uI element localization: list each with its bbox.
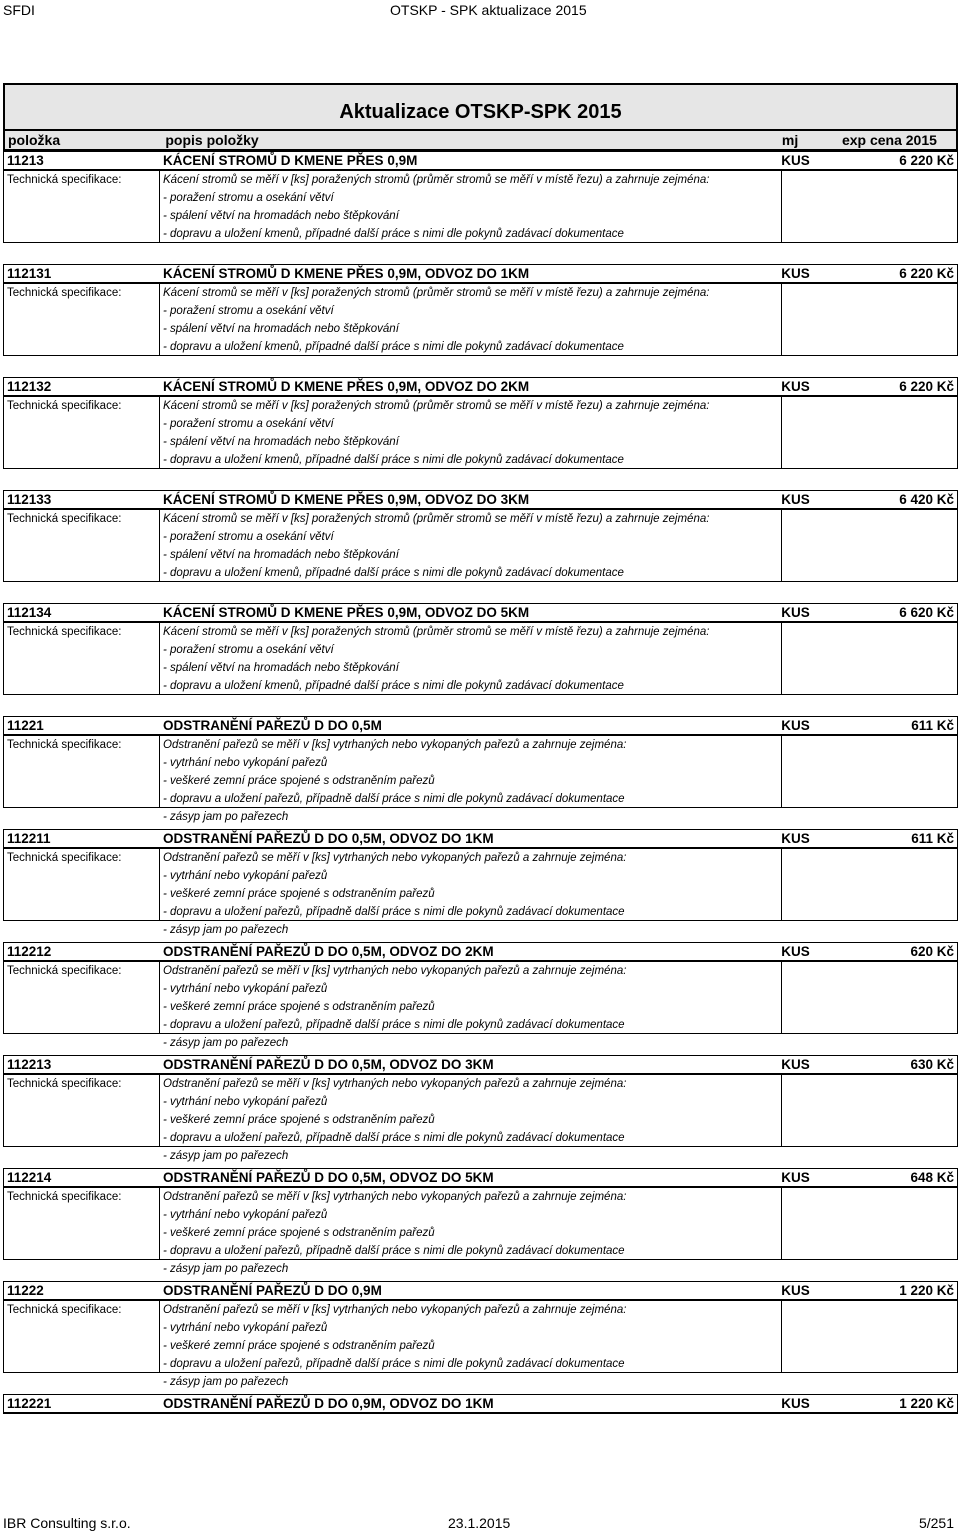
item-block [3,942,958,1055]
spec-text [159,510,782,581]
item-code: 112134 [7,605,52,620]
spec-line: - dopravu a uložení pařezů, případně další práce s nimi dle pokynů zadávací dokumentace [163,1019,625,1031]
item-block [3,716,958,829]
spec-label: Technická specifikace: [7,287,122,299]
item-spec [3,736,958,823]
spec-line: - poražení stromu a osekání větví [163,192,334,204]
item-unit: KUS [781,1170,810,1185]
item-code: 11222 [7,1283,44,1298]
spec-empty-cell [782,397,957,468]
spec-line: - vytrhání nebo vykopání pařezů [163,1209,328,1221]
spec-text [159,1188,782,1275]
spec-line: Odstranění pařezů se měří v [ks] vytrhaných nebo vykopaných pařezů a zahrnuje zejména: [163,965,627,977]
item-code: 112133 [7,492,52,507]
spec-text [159,1301,782,1388]
spec-line: - veškeré zemní práce spojené s odstraněním pařezů [163,1227,435,1239]
spec-label: Technická specifikace: [7,1191,122,1203]
column-header-desc: popis položky [165,132,259,148]
item-name: KÁCENÍ STROMŮ D KMENE PŘES 0,9M [163,153,418,168]
item-row [3,151,958,171]
item-code: 11221 [7,718,44,733]
spec-line: Odstranění pařezů se měří v [ks] vytrhaných nebo vykopaných pařezů a zahrnuje zejména: [163,1078,627,1090]
item-list [3,151,958,1414]
spec-line: - poražení stromu a osekání větví [163,418,334,430]
column-header-unit: mj [781,132,799,148]
item-unit: KUS [781,492,810,507]
column-header-price: exp cena 2015 [841,132,937,148]
item-name: KÁCENÍ STROMŮ D KMENE PŘES 0,9M, ODVOZ DO 1KM [163,266,530,281]
spec-line: - vytrhání nebo vykopání pařezů [163,757,328,769]
spec-line: - veškeré zemní práce spojené s odstraněním pařezů [163,1340,435,1352]
spec-line: - dopravu a uložení kmenů, případné další práce s nimi dle pokynů zadávací dokumentace [163,228,624,240]
item-unit: KUS [781,379,810,394]
item-code: 112213 [7,1057,52,1072]
spec-empty-cell [782,1075,957,1146]
item-unit: KUS [781,605,810,620]
spec-line: - dopravu a uložení pařezů, případně další práce s nimi dle pokynů zadávací dokumentace [163,1132,625,1144]
item-unit: KUS [781,831,810,846]
spec-line: - veškeré zemní práce spojené s odstraněním pařezů [163,888,435,900]
item-name: ODSTRANĚNÍ PAŘEZŮ D DO 0,5M, ODVOZ DO 1KM [163,831,494,846]
item-row [3,490,958,510]
spec-line: Odstranění pařezů se měří v [ks] vytrhaných nebo vykopaných pařezů a zahrnuje zejména: [163,739,627,751]
item-block [3,1394,958,1414]
item-price: 630 Kč [910,1057,954,1072]
spec-empty-cell [782,849,957,920]
spec-line: - zásyp jam po pařezech [163,1037,289,1049]
column-header-code: položka [8,132,61,148]
spec-line: - dopravu a uložení kmenů, případné další práce s nimi dle pokynů zadávací dokumentace [163,567,624,579]
item-row [3,603,958,623]
item-spec [3,849,958,936]
spec-text [159,1075,782,1162]
item-spec [3,962,958,1049]
item-name: ODSTRANĚNÍ PAŘEZŮ D DO 0,5M, ODVOZ DO 2KM [163,944,494,959]
spec-line: - dopravu a uložení kmenů, případné další práce s nimi dle pokynů zadávací dokumentace [163,680,624,692]
item-row [3,716,958,736]
page-header-title: OTSKP - SPK aktualizace 2015 [390,2,587,18]
item-name: ODSTRANĚNÍ PAŘEZŮ D DO 0,5M [163,718,382,733]
item-unit: KUS [781,1283,810,1298]
spec-line: - zásyp jam po pařezech [163,1263,289,1275]
spec-line: - zásyp jam po pařezech [163,1150,289,1162]
item-unit: KUS [781,153,810,168]
item-spec [3,1188,958,1275]
spec-empty-cell [782,736,957,807]
item-row [3,829,958,849]
spec-label: Technická specifikace: [7,1304,122,1316]
row-spacer [3,356,958,377]
item-block [3,377,958,490]
spec-label: Technická specifikace: [7,174,122,186]
item-name: ODSTRANĚNÍ PAŘEZŮ D DO 0,9M [163,1283,382,1298]
item-row [3,264,958,284]
spec-line: - vytrhání nebo vykopání pařezů [163,1322,328,1334]
item-block [3,151,958,264]
item-unit: KUS [781,1396,810,1411]
spec-line: - poražení stromu a osekání větví [163,305,334,317]
price-list-sheet [3,83,958,1414]
item-name: ODSTRANĚNÍ PAŘEZŮ D DO 0,9M, ODVOZ DO 1KM [163,1396,494,1411]
spec-line: - veškeré zemní práce spojené s odstraněním pařezů [163,775,435,787]
item-row [3,1394,958,1414]
item-code: 112131 [7,266,52,281]
item-name: KÁCENÍ STROMŮ D KMENE PŘES 0,9M, ODVOZ DO 3KM [163,492,530,507]
spec-text [159,736,782,823]
spec-empty-cell [782,1301,957,1372]
item-price: 1 220 Kč [899,1283,954,1298]
spec-line: - poražení stromu a osekání větví [163,644,334,656]
item-row [3,377,958,397]
item-spec [3,623,958,695]
spec-text [159,849,782,936]
spec-empty-cell [782,510,957,581]
spec-empty-cell [782,962,957,1033]
item-unit: KUS [781,1057,810,1072]
spec-empty-cell [782,284,957,355]
spec-line: - spálení větví na hromadách nebo štěpkování [163,210,399,222]
item-price: 620 Kč [910,944,954,959]
spec-line: Kácení stromů se měří v [ks] poražených stromů (průměr stromů se měří v místě řezu) a zahrnuje zejména: [163,174,710,186]
spec-text [159,284,782,355]
item-price: 6 220 Kč [899,379,954,394]
item-price: 6 220 Kč [899,153,954,168]
spec-line: - spálení větví na hromadách nebo štěpkování [163,662,399,674]
spec-label: Technická specifikace: [7,739,122,751]
item-block [3,490,958,603]
row-spacer [3,469,958,490]
spec-line: - vytrhání nebo vykopání pařezů [163,1096,328,1108]
item-price: 1 220 Kč [899,1396,954,1411]
spec-line: - poražení stromu a osekání větví [163,531,334,543]
spec-line: - dopravu a uložení kmenů, případné další práce s nimi dle pokynů zadávací dokumentace [163,341,624,353]
spec-label: Technická specifikace: [7,626,122,638]
item-block [3,1055,958,1168]
item-name: KÁCENÍ STROMŮ D KMENE PŘES 0,9M, ODVOZ DO 5KM [163,605,530,620]
spec-line: Odstranění pařezů se měří v [ks] vytrhaných nebo vykopaných pařezů a zahrnuje zejména: [163,1304,627,1316]
item-spec [3,171,958,243]
footer-company: IBR Consulting s.r.o. [3,1515,131,1531]
spec-empty-cell [782,1188,957,1259]
item-block [3,264,958,377]
item-code: 112214 [7,1170,52,1185]
spec-label: Technická specifikace: [7,1078,122,1090]
spec-line: - spálení větví na hromadách nebo štěpkování [163,323,399,335]
spec-line: - dopravu a uložení pařezů, případně další práce s nimi dle pokynů zadávací dokumentace [163,906,625,918]
item-spec [3,1301,958,1388]
spec-label: Technická specifikace: [7,852,122,864]
spec-line: - veškeré zemní práce spojené s odstraněním pařezů [163,1114,435,1126]
spec-label: Technická specifikace: [7,400,122,412]
item-price: 648 Kč [910,1170,954,1185]
item-price: 611 Kč [911,831,954,846]
spec-text [159,171,782,242]
item-row [3,1281,958,1301]
spec-empty-cell [782,171,957,242]
item-code: 112221 [7,1396,52,1411]
item-name: KÁCENÍ STROMŮ D KMENE PŘES 0,9M, ODVOZ DO 2KM [163,379,530,394]
spec-line: - zásyp jam po pařezech [163,811,289,823]
item-spec [3,1075,958,1162]
spec-line: Odstranění pařezů se měří v [ks] vytrhaných nebo vykopaných pařezů a zahrnuje zejména: [163,1191,627,1203]
spec-line: - spálení větví na hromadách nebo štěpkování [163,549,399,561]
item-code: 112211 [7,831,51,846]
spec-label: Technická specifikace: [7,513,122,525]
spec-line: - dopravu a uložení kmenů, případné další práce s nimi dle pokynů zadávací dokumentace [163,454,624,466]
item-unit: KUS [781,266,810,281]
spec-line: Kácení stromů se měří v [ks] poražených stromů (průměr stromů se měří v místě řezu) a zahrnuje zejména: [163,513,710,525]
spec-empty-cell [782,623,957,694]
spec-text [159,397,782,468]
item-code: 112132 [7,379,52,394]
document-title: Aktualizace OTSKP-SPK 2015 [3,83,958,129]
footer-page-number: 5/251 [918,1515,954,1531]
spec-text [159,962,782,1049]
item-name: ODSTRANĚNÍ PAŘEZŮ D DO 0,5M, ODVOZ DO 3KM [163,1057,494,1072]
footer-date: 23.1.2015 [448,1515,511,1531]
spec-line: - spálení větví na hromadách nebo štěpkování [163,436,399,448]
item-block [3,829,958,942]
spec-line: - veškeré zemní práce spojené s odstraněním pařezů [163,1001,435,1013]
spec-label: Technická specifikace: [7,965,122,977]
item-spec [3,510,958,582]
spec-line: Kácení stromů se měří v [ks] poražených stromů (průměr stromů se měří v místě řezu) a zahrnuje zejména: [163,287,710,299]
item-name: ODSTRANĚNÍ PAŘEZŮ D DO 0,5M, ODVOZ DO 5KM [163,1170,494,1185]
spec-line: - vytrhání nebo vykopání pařezů [163,983,328,995]
item-row [3,1168,958,1188]
spec-line: - zásyp jam po pařezech [163,1376,289,1388]
item-price: 6 620 Kč [899,605,954,620]
item-block [3,1168,958,1281]
spec-line: - dopravu a uložení pařezů, případně další práce s nimi dle pokynů zadávací dokumentace [163,1245,625,1257]
spec-line: - dopravu a uložení pařezů, případně další práce s nimi dle pokynů zadávací dokumentace [163,1358,625,1370]
item-price: 6 420 Kč [899,492,954,507]
item-spec [3,284,958,356]
item-price: 6 220 Kč [899,266,954,281]
item-row [3,942,958,962]
item-unit: KUS [781,718,810,733]
spec-line: Kácení stromů se měří v [ks] poražených stromů (průměr stromů se měří v místě řezu) a zahrnuje zejména: [163,400,710,412]
row-spacer [3,243,958,264]
row-spacer [3,582,958,603]
item-block [3,603,958,716]
item-row [3,1055,958,1075]
item-code: 11213 [7,153,44,168]
page-header-left: SFDI [3,2,35,18]
item-spec [3,397,958,469]
row-spacer [3,695,958,716]
spec-text [159,623,782,694]
item-code: 112212 [7,944,52,959]
item-unit: KUS [781,944,810,959]
column-header-row [3,129,958,151]
item-price: 611 Kč [911,718,954,733]
spec-line: - vytrhání nebo vykopání pařezů [163,870,328,882]
item-block [3,1281,958,1394]
spec-line: Kácení stromů se měří v [ks] poražených stromů (průměr stromů se měří v místě řezu) a zahrnuje zejména: [163,626,710,638]
spec-line: - zásyp jam po pařezech [163,924,289,936]
spec-line: Odstranění pařezů se měří v [ks] vytrhaných nebo vykopaných pařezů a zahrnuje zejména: [163,852,627,864]
spec-line: - dopravu a uložení pařezů, případně další práce s nimi dle pokynů zadávací dokumentace [163,793,625,805]
